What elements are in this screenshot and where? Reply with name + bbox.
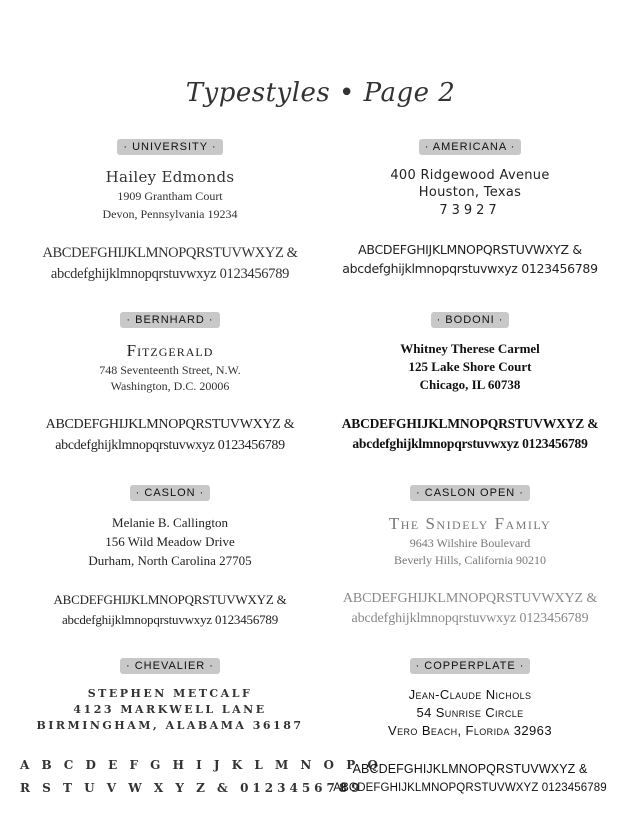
typestyle-caslon-open: [320, 483, 620, 629]
address-street: 1909 Grantham Court: [117, 189, 223, 203]
address-name: Melanie B. Callington: [112, 515, 228, 530]
address-street: 156 Wild Meadow Drive: [105, 534, 235, 549]
typestyle-label: · CASLON OPEN ·: [410, 485, 530, 501]
address-city: Vero Beach, Florida 32963: [388, 723, 552, 738]
sample-address: [320, 340, 620, 394]
address-city: BIRMINGHAM, ALABAMA 36187: [36, 719, 304, 732]
sample-address: [320, 686, 620, 740]
typestyle-university: [20, 137, 320, 285]
alphabet-lowercase: abcdefghijklmnopqrstuvwxyz 0123456789: [351, 611, 589, 626]
typestyle-caslon: [20, 483, 320, 630]
alphabet-uppercase-continued: R S T U V W X Y Z & 0123456789: [20, 781, 364, 795]
alphabet-uppercase: ABCDEFGHIJKLMNOPQRSTUVWXYZ &: [42, 245, 298, 261]
address-city: Beverly Hills, California 90210: [394, 553, 546, 567]
address-street: 748 Seventeenth Street, N.W.: [99, 363, 241, 377]
address-city: Durham, North Carolina 27705: [88, 553, 252, 568]
alphabet-sample: [20, 414, 320, 456]
page-title: Typestyles • Page 2: [185, 78, 456, 108]
address-name: STEPHEN METCALF: [87, 687, 253, 700]
typestyle-bodoni: [320, 310, 620, 454]
typestyle-label: · AMERICANA ·: [419, 139, 522, 155]
address-name: Jean-Claude Nichols: [408, 687, 532, 702]
alphabet-sample: [20, 754, 382, 800]
typestyle-americana: [320, 137, 620, 278]
alphabet-lowercase: abcdefghijklmnopqrstuvwxyz 0123456789: [342, 261, 598, 276]
typestyle-label: · CHEVALIER ·: [120, 658, 220, 674]
alphabet-lowercase: abcdefghijklmnopqrstuvwxyz 0123456789: [352, 436, 588, 451]
alphabet-uppercase: ABCDEFGHIJKLMNOPQRSTUVWXYZ &: [53, 592, 287, 607]
typestyle-chevalier: [20, 656, 382, 800]
typestyle-copperplate: [320, 656, 620, 798]
alphabet-sample: [20, 243, 320, 285]
alphabet-lowercase: abcdefghijklmnopqrstuvwxyz 0123456789: [55, 438, 285, 453]
alphabet-uppercase: ABCDEFGHIJKLMNOPQRSTUVWXYZ &: [358, 242, 582, 257]
address-street: 125 Lake Shore Court: [408, 359, 532, 374]
alphabet-uppercase: A B C D E F G H I J K L M N O P Q: [20, 758, 382, 772]
typestyle-label: · BODONI ·: [431, 312, 510, 328]
typestyle-label: · BERNHARD ·: [120, 312, 219, 328]
address-name: Fitzgerald: [126, 341, 214, 360]
address-city: Washington, D.C. 20006: [110, 379, 230, 393]
address-name: The Snidely Family: [388, 514, 552, 533]
alphabet-lowercase: abcdefghijklmnopqrstuvwxyz 0123456789: [61, 612, 279, 627]
alphabet-lowercase: abcdefghijklmnopqrstuvwxyz 0123456789: [50, 266, 290, 282]
alphabet-small-caps: ABCDEFGHIJKLMNOPQRSTUVWXYZ 0123456789: [333, 782, 607, 794]
alphabet-sample: [320, 760, 620, 798]
address-city: Chicago, IL 60738: [419, 377, 521, 392]
sample-address: [20, 686, 320, 734]
alphabet-sample: [320, 240, 620, 278]
sample-address: [20, 167, 320, 223]
sample-address: [320, 513, 620, 569]
address-street: 9643 Wilshire Boulevard: [409, 536, 531, 550]
alphabet-uppercase: ABCDEFGHIJKLMNOPQRSTUVWXYZ &: [45, 417, 295, 432]
alphabet-uppercase: ABCDEFGHIJKLMNOPQRSTUVWXYZ &: [341, 416, 599, 431]
alphabet-sample: [320, 589, 620, 629]
address-city: Devon, Pennsylvania 19234: [102, 207, 238, 221]
address-street: 400 Ridgewood Avenue: [390, 168, 550, 183]
address-street: 54 Sunrise Circle: [416, 705, 524, 720]
alphabet-uppercase: ABCDEFGHIJKLMNOPQRSTUVWXYZ &: [352, 762, 588, 776]
typestyle-label: · CASLON ·: [130, 485, 211, 501]
sample-address: [320, 167, 620, 220]
alphabet-uppercase: ABCDEFGHIJKLMNOPQRSTUVWXYZ &: [342, 591, 598, 606]
typestyle-label: · UNIVERSITY ·: [117, 139, 222, 155]
alphabet-sample: [20, 590, 320, 630]
typestyle-bernhard: [20, 310, 320, 456]
address-city: Houston, Texas: [418, 185, 522, 200]
alphabet-sample: [320, 414, 620, 454]
address-street: 4123 MARKWELL LANE: [73, 703, 267, 716]
address-name: Hailey Edmonds: [105, 168, 235, 186]
address-zip: 73927: [439, 203, 501, 218]
address-name: Whitney Therese Carmel: [400, 341, 540, 356]
sample-address: [20, 340, 320, 394]
sample-address: [20, 513, 320, 570]
typestyle-label: · COPPERPLATE ·: [410, 658, 531, 674]
